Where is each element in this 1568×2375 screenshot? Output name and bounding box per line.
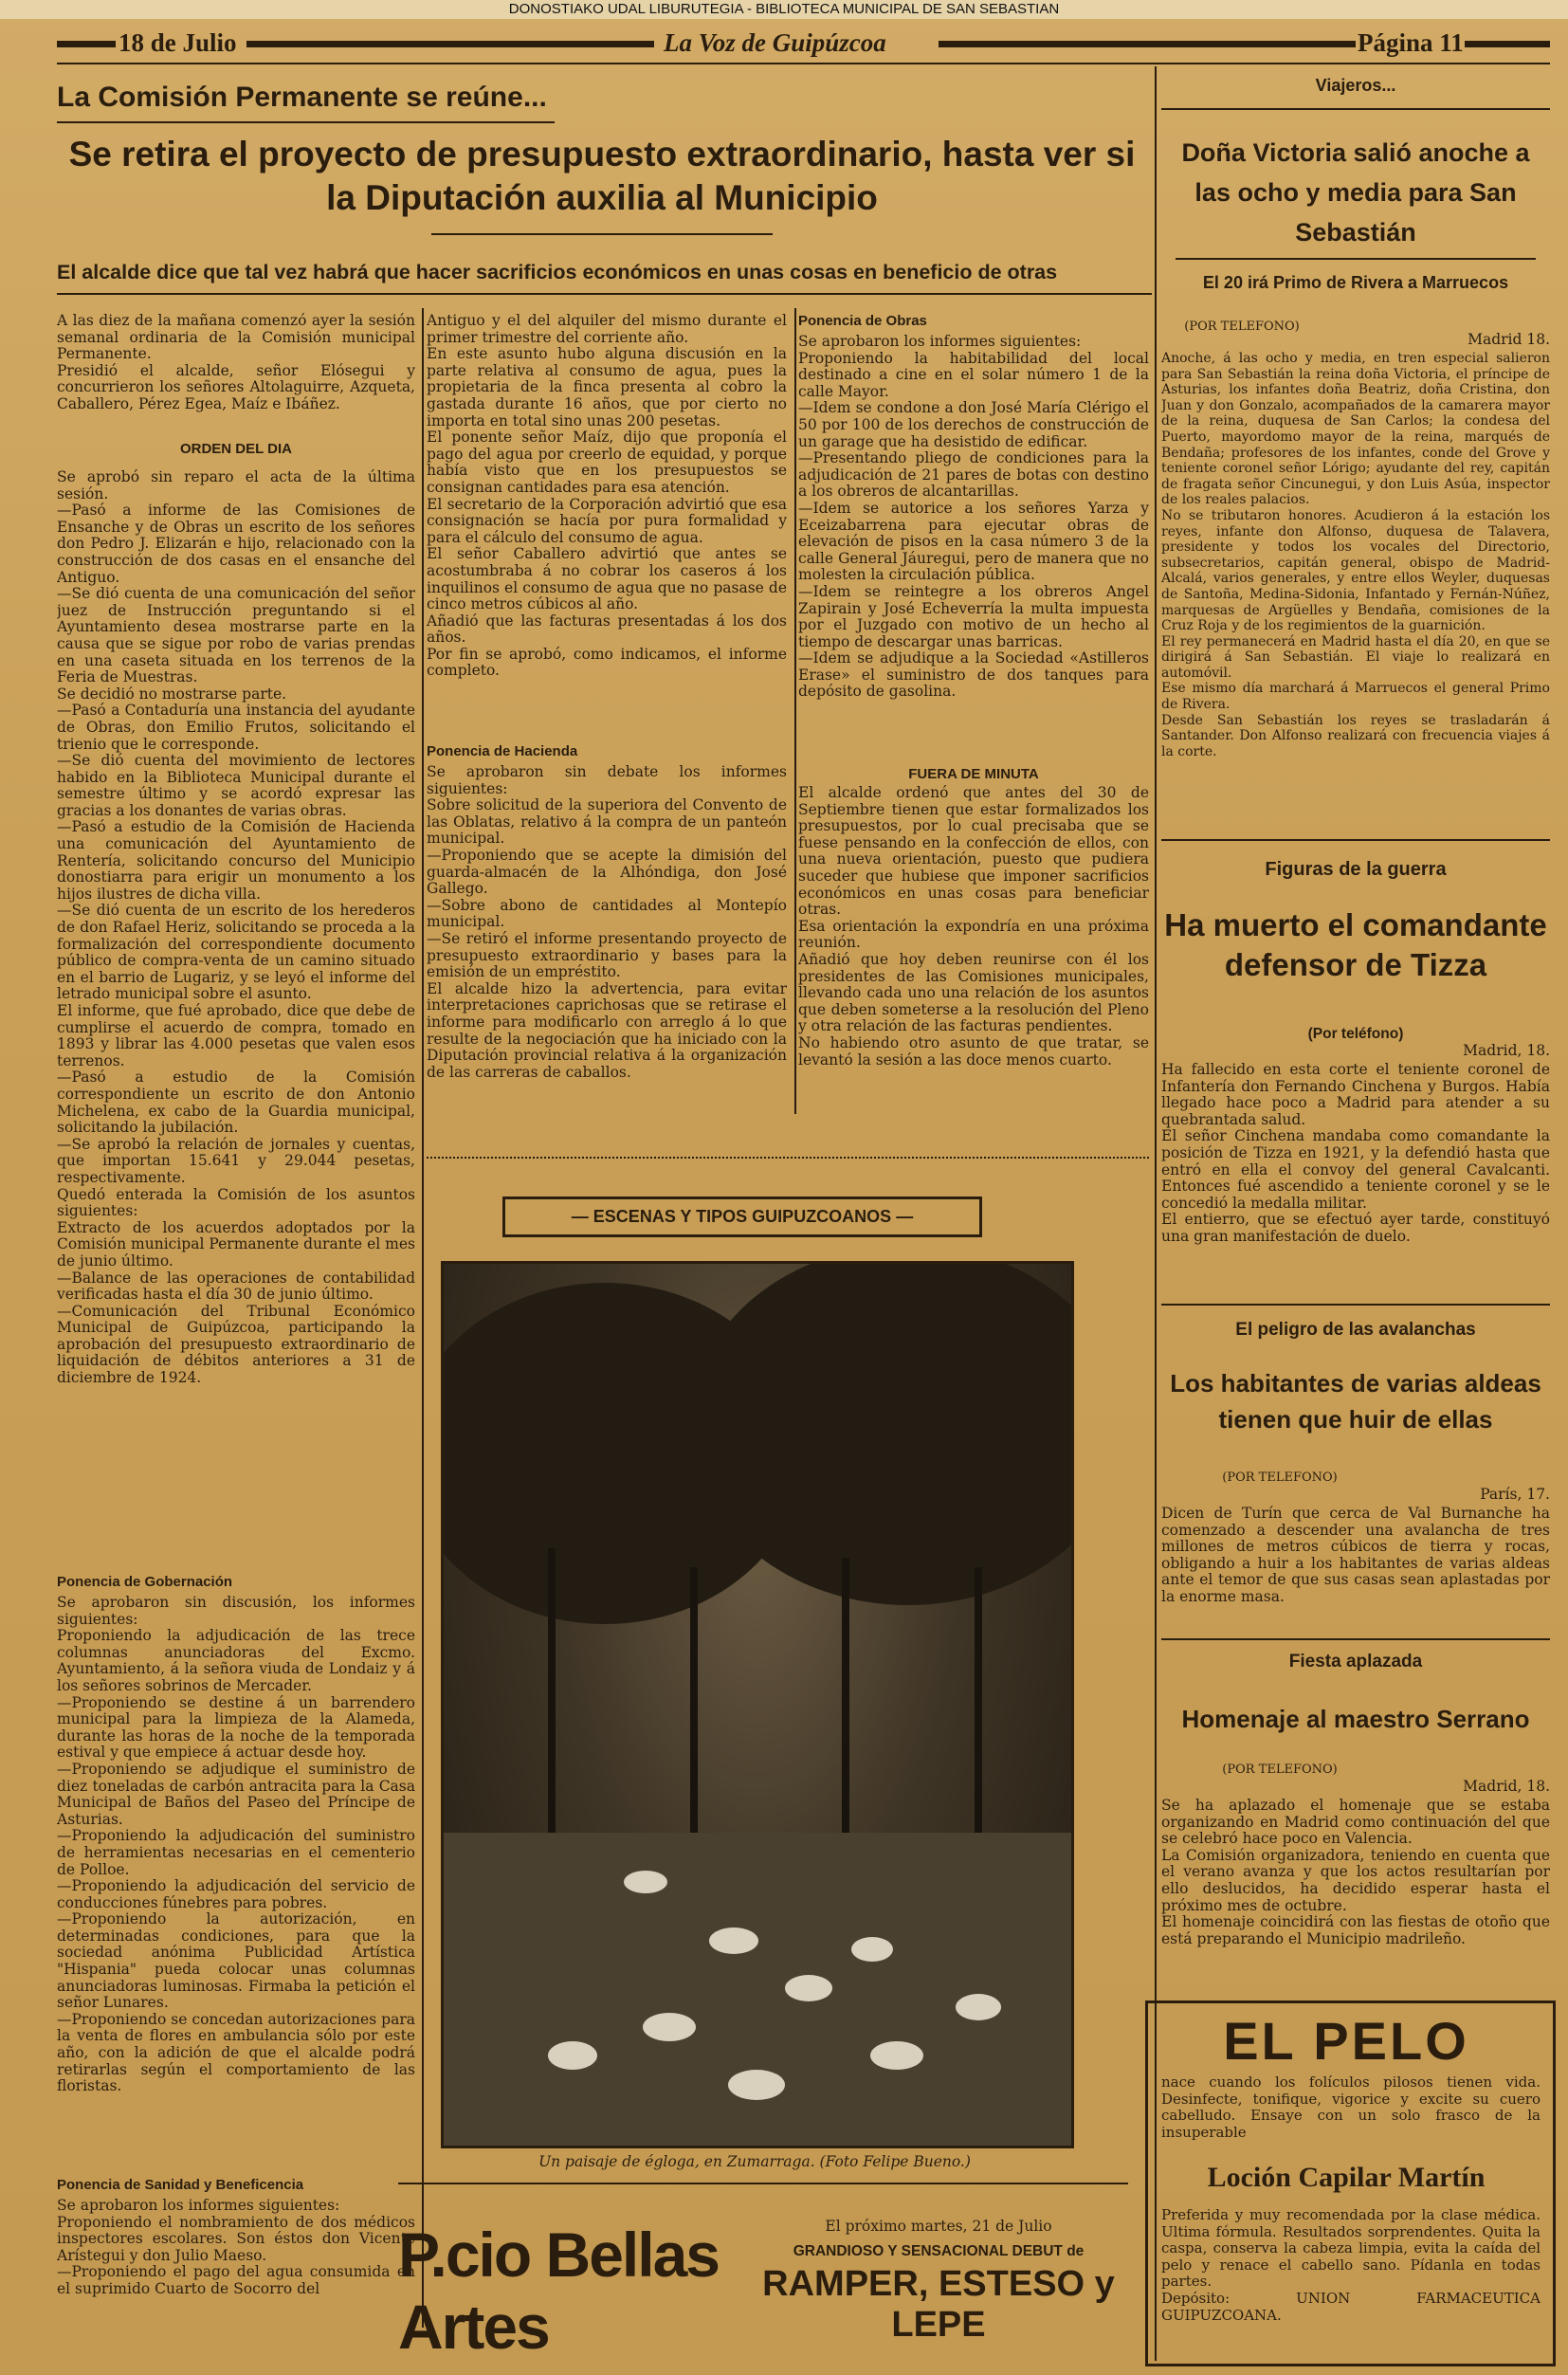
masthead-date: 18 de Julio	[119, 28, 237, 57]
photo-sheep	[956, 1994, 1001, 2020]
gobernacion-heading: Ponencia de Gobernación	[57, 1574, 233, 1590]
avalanchas-tel: (POR TELEFONO)	[1222, 1471, 1338, 1485]
ad-venue: P.cio Bellas Artes	[398, 2220, 720, 2362]
photo-tree-trunk	[975, 1567, 982, 1871]
fuera-minuta-heading: FUERA DE MINUTA	[908, 766, 1039, 782]
guerra-kicker: Figuras de la guerra	[1265, 859, 1447, 880]
viajeros-kicker-rule	[1161, 108, 1550, 110]
section-separator	[427, 1155, 1149, 1159]
article-col1-body: Se aprobó sin reparo el acta de la última sesión. —Pasó a informe de las Comisiones de Ensanche y de Obras un escrito de los señores don Pedro J. Elizarán e hijo, relacionado con la construcción de dos casas en el ensanche del Antiguo. —Se dió cuenta de una comunicación del señor juez de Instrucción preguntando si el Ayuntamiento desea mostrarse parte en la causa que se sigue por robo de varias prendas en una caseta situada en los terrenos de la Feria de Muestras. Se decidió no mostrarse parte. —Pasó a Contaduría una instancia del ayudante de Obras, don Emilio Frutos, solicitando el trienio que le corresponde. —Se dió cuenta del movimiento de lectores habido en la Biblioteca Municipal durante el semestre último y se acordó expresar las gracias a los donantes de varias obras. —Pasó a estudio de la Comisión de Hacienda una comunicación del Ayuntamiento de Rentería, solicitando concurso del Municipio donostiarra para erigir un monumento a los hijos ilustres de dicha villa. —Se dió cuenta de un escrito de los herederos de don Rafael Heriz, solicitando se proceda a la formalización del correspondiente documento público de compra-venta de un camino situado en el barrio de Lugariz, y se leyó el informe del letrado municipal sobre el asunto. El informe, que fué aprobado, dice que debe de cumplirse el acuerdo de compra, tomado en 1893 y librar las 4.000 pesetas que valen esos terrenos. —Pasó a estudio de la Comisión correspondiente un escrito de don Antonio Michelena, ex cabo de la Guardia municipal, solicitando la jubilación. —Se aprobó la relación de jornales y cuentas, que importan 15.641 y 29.044 pesetas, respectivamente. Quedó enterada la Comisión de los asuntos siguientes: Extracto de los acuerdos adoptados por la Comisión municipal Permanente durante el mes de junio último. —Balance de las operaciones de contabilidad verificadas hasta el día 30 de junio último. —Comunicación del Tribunal Económico Municipal de Guipúzcoa, participando la aprobación del presupuesto extraordinario de liquidación de débitos anteriores a 31 de diciembre de 1924.	[57, 469, 415, 1387]
fiesta-kicker: Fiesta aplazada	[1288, 1652, 1423, 1672]
fiesta-tel: (POR TELEFONO)	[1222, 1763, 1338, 1777]
photo-sheep	[728, 2070, 785, 2100]
viajeros-headline: Doña Victoria salió anoche a las ocho y media para San Sebastián	[1181, 138, 1530, 247]
masthead-underline	[57, 63, 1550, 64]
guerra-tel: (Por teléfono)	[1307, 1026, 1404, 1042]
article-col1-sanidad: Se aprobaron los informes siguientes: Proponiendo el nombramiento de dos médicos inspectores escolares. Son éstos don Vicente Arístegui y don Julio Maeso. —Proponiendo el pago del agua consumida en el suprimido Cuarto de Socorro del	[57, 2198, 415, 2297]
obras-heading: Ponencia de Obras	[798, 313, 927, 329]
guerra-top-rule	[1161, 839, 1550, 841]
article-col1-gobernacion: Se aprobaron sin discusión, los informes siguientes: Proponiendo la adjudicación de las trece columnas anunciadoras del Excmo. Ayuntamiento, á la señora viuda de Londaiz y á los señores sobrinos de Mercader. —Proponiendo se destine á un barrendero municipal para la limpieza de la Alameda, durante las horas de la noche de la temporada estival y que empiece á actuar desde hoy. —Proponiendo se adjudique el suministro de diez toneladas de carbón antracita para la Casa Municipal de Baños del Paseo del Príncipe de Asturias. —Proponiendo la adjudicación del suministro de herramientas necesarias en el cementerio de Polloe. —Proponiendo la adjudicación del servicio de conducciones fúnebres para pobres. —Proponiendo la autorización, en determinadas condiciones, para que la sociedad anónima Publicidad Artística "Hispania" pueda colocar unas columnas anunciadoras luminosas. Firmaba la petición el señor Lunares. —Proponiendo se concedan autorizaciones para la venta de flores en ambulancia sólo por este año, con la adición de que el alcalde podrá retirarlas según el comportamiento de las floristas.	[57, 1595, 415, 2095]
hair-ad-details: Preferida y muy recomendada por la clase médica. Ultima fórmula. Resultados sorprendentes. Quita la caspa, conserva la cabeza limpia, evita la caída del pelo y renace el cabello sano. Pídanla en todas partes. Depósito: UNION FARMACEUTICA GUIPUZCOANA.	[1161, 2207, 1541, 2324]
fiesta-headline: Homenaje al maestro Serrano	[1181, 1705, 1530, 1733]
article-col2-body: Antiguo y el del alquiler del mismo durante el primer trimestre del corriente año. En este asunto hubo alguna discusión en la parte relativa al consumo de agua, pues la propietaria de la finca presenta al cobro la gastada durante 16 años, que por cierto no importa en total sino unas 200 pesetas. El ponente señor Maíz, dijo que proponía el pago del agua por creerlo de equidad, y porque había visto que en los presupuestos se consignan cantidades para esa atención. El secretario de la Corporación advirtió que esa consignación se hacía por pura formalidad y para el cálculo del consumo de agua. El señor Caballero advirtió que antes se acostumbraba á no cobrar los caseros á los inquilinos el consumo de agua que no pasase de cinco metros cúbicos al año. Añadió que las facturas presentadas á los dos años. Por fin se aprobó, como indicamos, el informe completo.	[427, 313, 787, 680]
column-divider-1	[422, 308, 424, 2328]
masthead-rule-mid-right	[939, 41, 1356, 47]
hair-ad-intro: nace cuando los folículos pilosos tienen vida. Desinfecte, tonifique, vigorice y excite su cuero cabelludo. Ensaye con un solo frasco de la insuperable	[1161, 2074, 1541, 2141]
photo-sheep	[709, 1927, 758, 1954]
photo-sheep	[870, 2041, 923, 2070]
article-col1-intro: A las diez de la mañana comenzó ayer la sesión semanal ordinaria de la Comisión municipal Permanente. Presidió el alcalde, señor Elósegui y concurrieron los señores Altolaguirre, Azqueta, Caballero, Pérez Egea, Maíz e Ibáñez.	[57, 313, 415, 412]
hair-ad-product: Loción Capilar Martín	[1207, 2162, 1486, 2193]
hair-ad-title: EL PELO	[1223, 2011, 1469, 2071]
photo-sheep	[851, 1937, 893, 1962]
viajeros-dateline: Madrid 18.	[1468, 332, 1550, 348]
photo-caption: Un paisaje de égloga, en Zumarraga. (Foto Felipe Bueno.)	[538, 2154, 971, 2170]
article-col3-minuta: El alcalde ordenó que antes del 30 de Septiembre tienen que estar formalizados los presupuestos, por lo cual precisaba que se fuese pensando en la confección de ellos, con una nueva orientación, puesto que pudiera suceder que hubiese que imponer sacrificios económicos en unas cosas para beneficiar otras. Esa orientación la expondría en una próxima reunión. Añadió que hoy deben reunirse con él los presidentes de las Comisiones municipales, llevando cada uno una relación de los asuntos que deben someterse a la resolución del Pleno y otra relación de las facturas pendientes. No habiendo otro asunto de que tratar, se levantó la sesión a las doce menos cuarto.	[798, 785, 1149, 1069]
article-col2-hacienda: Se aprobaron sin debate los informes siguientes: Sobre solicitud de la superiora del Convento de las Oblatas, relativo á la compra de un panteón municipal. —Proponiendo que se acepte la dimisión del guarda-almacén de la Alhóndiga, don José Gallego. —Sobre abono de cantidades al Montepío municipal. —Se retiró el informe presentando proyecto de presupuesto extraordinario y bases para la emisión de un empréstito. El alcalde hizo la advertencia, para evitar interpretaciones caprichosas que se retirase el informe para modificarlo con arreglo á lo que resulte de la negociación que ha iniciado con la Diputación provincial relativa á la organización de las carreras de caballos.	[427, 764, 787, 1081]
masthead-rule-mid-left	[246, 41, 654, 47]
guerra-headline: Ha muerto el comandante defensor de Tizza	[1164, 907, 1547, 982]
order-of-day-heading: ORDEN DEL DIA	[179, 441, 293, 457]
viajeros-tel: (POR TELEFONO)	[1184, 320, 1300, 334]
main-headline: Se retira el proyecto de presupuesto extraordinario, hasta ver si la Diputación auxilia al Municipio	[68, 135, 1136, 217]
deck-underline	[57, 293, 1152, 295]
masthead-rule-right	[1465, 41, 1550, 47]
main-kicker: La Comisión Permanente se reúne...	[57, 82, 547, 113]
article-col3-obras: Se aprobaron los informes siguientes: Proponiendo la habitabilidad del local destinado a cine en el solar número 1 de la calle Mayor. —Idem se condone a don José María Clérigo el 50 por 100 de los derechos de construcción de un garage que ha desistido de edificar. —Presentando pliego de condiciones para la adjudicación de 21 pares de botas con destino a los obreros de alcantarillas. —Idem se autorice a los señores Yarza y Eceizabarrena para ejecutar obras de elevación de pisos en la casa número 3 de la calle General Jáuregui, pero de manera que no molesten la circulación pública. —Idem se reintegre a los obreros Angel Zapirain y José Echeverría la multa impuesta por el Juzgado con motivo de un hecho al tiempo de descargar unas barricas. —Idem se adjudique a la Sociedad «Astilleros Erase» el suministro de dos tanques para depósito de gasolina.	[798, 334, 1149, 701]
guerra-body: Ha fallecido en esta corte el teniente coronel de Infantería don Fernando Cinchena y Burgos. Había llegado hace poco a Madrid para atender a su quebrantada salud. El señor Cinchena mandaba como comandante la posición de Tizza en 1921, y la defendió hasta que entró en ella el convoy del general Cavalcanti. Entonces fué ascendido a teniente coronel y se le concedió la medalla militar. El entierro, que se efectuó ayer tarde, constituyó una gran manifestación de duelo.	[1161, 1062, 1550, 1245]
viajeros-body: Anoche, á las ocho y media, en tren especial salieron para San Sebastián la reina doña Victoria, el príncipe de Asturias, los infantes doña Beatriz, doña Cristina, don Juan y don Gonzalo, acompañados de la camarera mayor de la reina, duquesa de San Carlos; la condesa del Puerto, mayordomo mayor de la reina, marqués de Bendaña; profesores de los infantes, conde del Grove y teniente coronel señor Lórigo; ayudante del rey, capitán de fragata señor Cincunegui, y don Luis Asúa, inspector de los reales palacios. No se tributaron honores. Acudieron á la estación los reyes, infante don Alfonso, duquesa de Talavera, presidente y todos los vocales del Directorio, subsecretarios, capitán general, obispo de Madrid-Alcalá, varios generales, y entre ellos Weyler, duquesas de Santoña, Medina-Sidonia, Infantado y Fernán-Núñez, marquesas de Argüelles y Bendaña, comisiones de la Cruz Roja y de los regimientos de la guarnición. El rey permanecerá en Madrid hasta el día 20, en que se dirigirá á San Sebastián. El viaje lo realizará en automóvil. Ese mismo día marchará á Marruecos el general Primo de Rivera. Desde San Sebastián los reyes se trasladarán á Santander. Don Alfonso realizará con frecuencia viajes á la corte.	[1161, 351, 1550, 759]
column-divider-2	[794, 308, 796, 1114]
masthead-page: Página 11	[1358, 28, 1464, 57]
ad-performers: RAMPER, ESTESO y LEPE	[762, 2264, 1115, 2345]
hacienda-heading: Ponencia de Hacienda	[427, 743, 578, 759]
viajeros-rule	[1176, 258, 1536, 260]
viajeros-kicker: Viajeros...	[1315, 76, 1396, 95]
avalanchas-kicker: El peligro de las avalanchas	[1235, 1320, 1476, 1340]
headline-ornament	[431, 233, 773, 235]
photo-tree-trunk	[842, 1558, 849, 1880]
ad-date-line: El próximo martes, 21 de Julio	[825, 2219, 1052, 2235]
library-banner: DONOSTIAKO UDAL LIBURUTEGIA - BIBLIOTECA MUNICIPAL DE SAN SEBASTIAN	[0, 0, 1568, 19]
masthead-paper: La Voz de Guipúzcoa	[664, 28, 886, 57]
avalanchas-body: Dicen de Turín que cerca de Val Burnanche ha comenzado a descender una avalancha de tres millones de metros cúbicos de tierra y rocas, obligando a huir a los habitantes de varias aldeas ante el temor de que sus casas sean aplastadas por la enorme masa.	[1161, 1506, 1550, 1605]
photo-banner: — ESCENAS Y TIPOS GUIPUZCOANOS —	[502, 1197, 982, 1237]
avalanchas-headline: Los habitantes de varias aldeas tienen que huir de ellas	[1170, 1369, 1541, 1434]
viajeros-subhead: El 20 irá Primo de Rivera a Marruecos	[1202, 273, 1509, 292]
fiesta-top-rule	[1161, 1638, 1550, 1640]
fiesta-dateline: Madrid, 18.	[1463, 1779, 1550, 1795]
photo-sheep	[643, 2013, 696, 2041]
sanidad-heading: Ponencia de Sanidad y Beneficencia	[57, 2177, 304, 2193]
fiesta-body: Se ha aplazado el homenaje que se estaba organizando en Madrid como continuación del que se celebró hace poco en Valencia. La Comisión organizadora, teniendo en cuenta que el verano avanza y que los actos resultarían por ello deslucidos, ha decidido esperar hasta el próximo mes de octubre. El homenaje coincidirá con las fiestas de otoño que está preparando el Municipio madrileño.	[1161, 1798, 1550, 1947]
pastoral-photo	[441, 1261, 1074, 2148]
main-deck: El alcalde dice que tal vez habrá que hacer sacrificios económicos en unas cosas en beneficio de otras	[57, 261, 1058, 283]
ad-debut-line: GRANDIOSO Y SENSACIONAL DEBUT de	[793, 2243, 1085, 2259]
avalanchas-dateline: París, 17.	[1480, 1487, 1550, 1503]
ad-top-rule	[398, 2183, 1128, 2184]
photo-sheep	[548, 2041, 597, 2070]
avalanchas-top-rule	[1161, 1304, 1550, 1306]
kicker-underline	[57, 121, 555, 123]
photo-sheep	[624, 1871, 667, 1893]
photo-sheep	[785, 1975, 832, 2001]
guerra-dateline: Madrid, 18.	[1463, 1043, 1550, 1059]
